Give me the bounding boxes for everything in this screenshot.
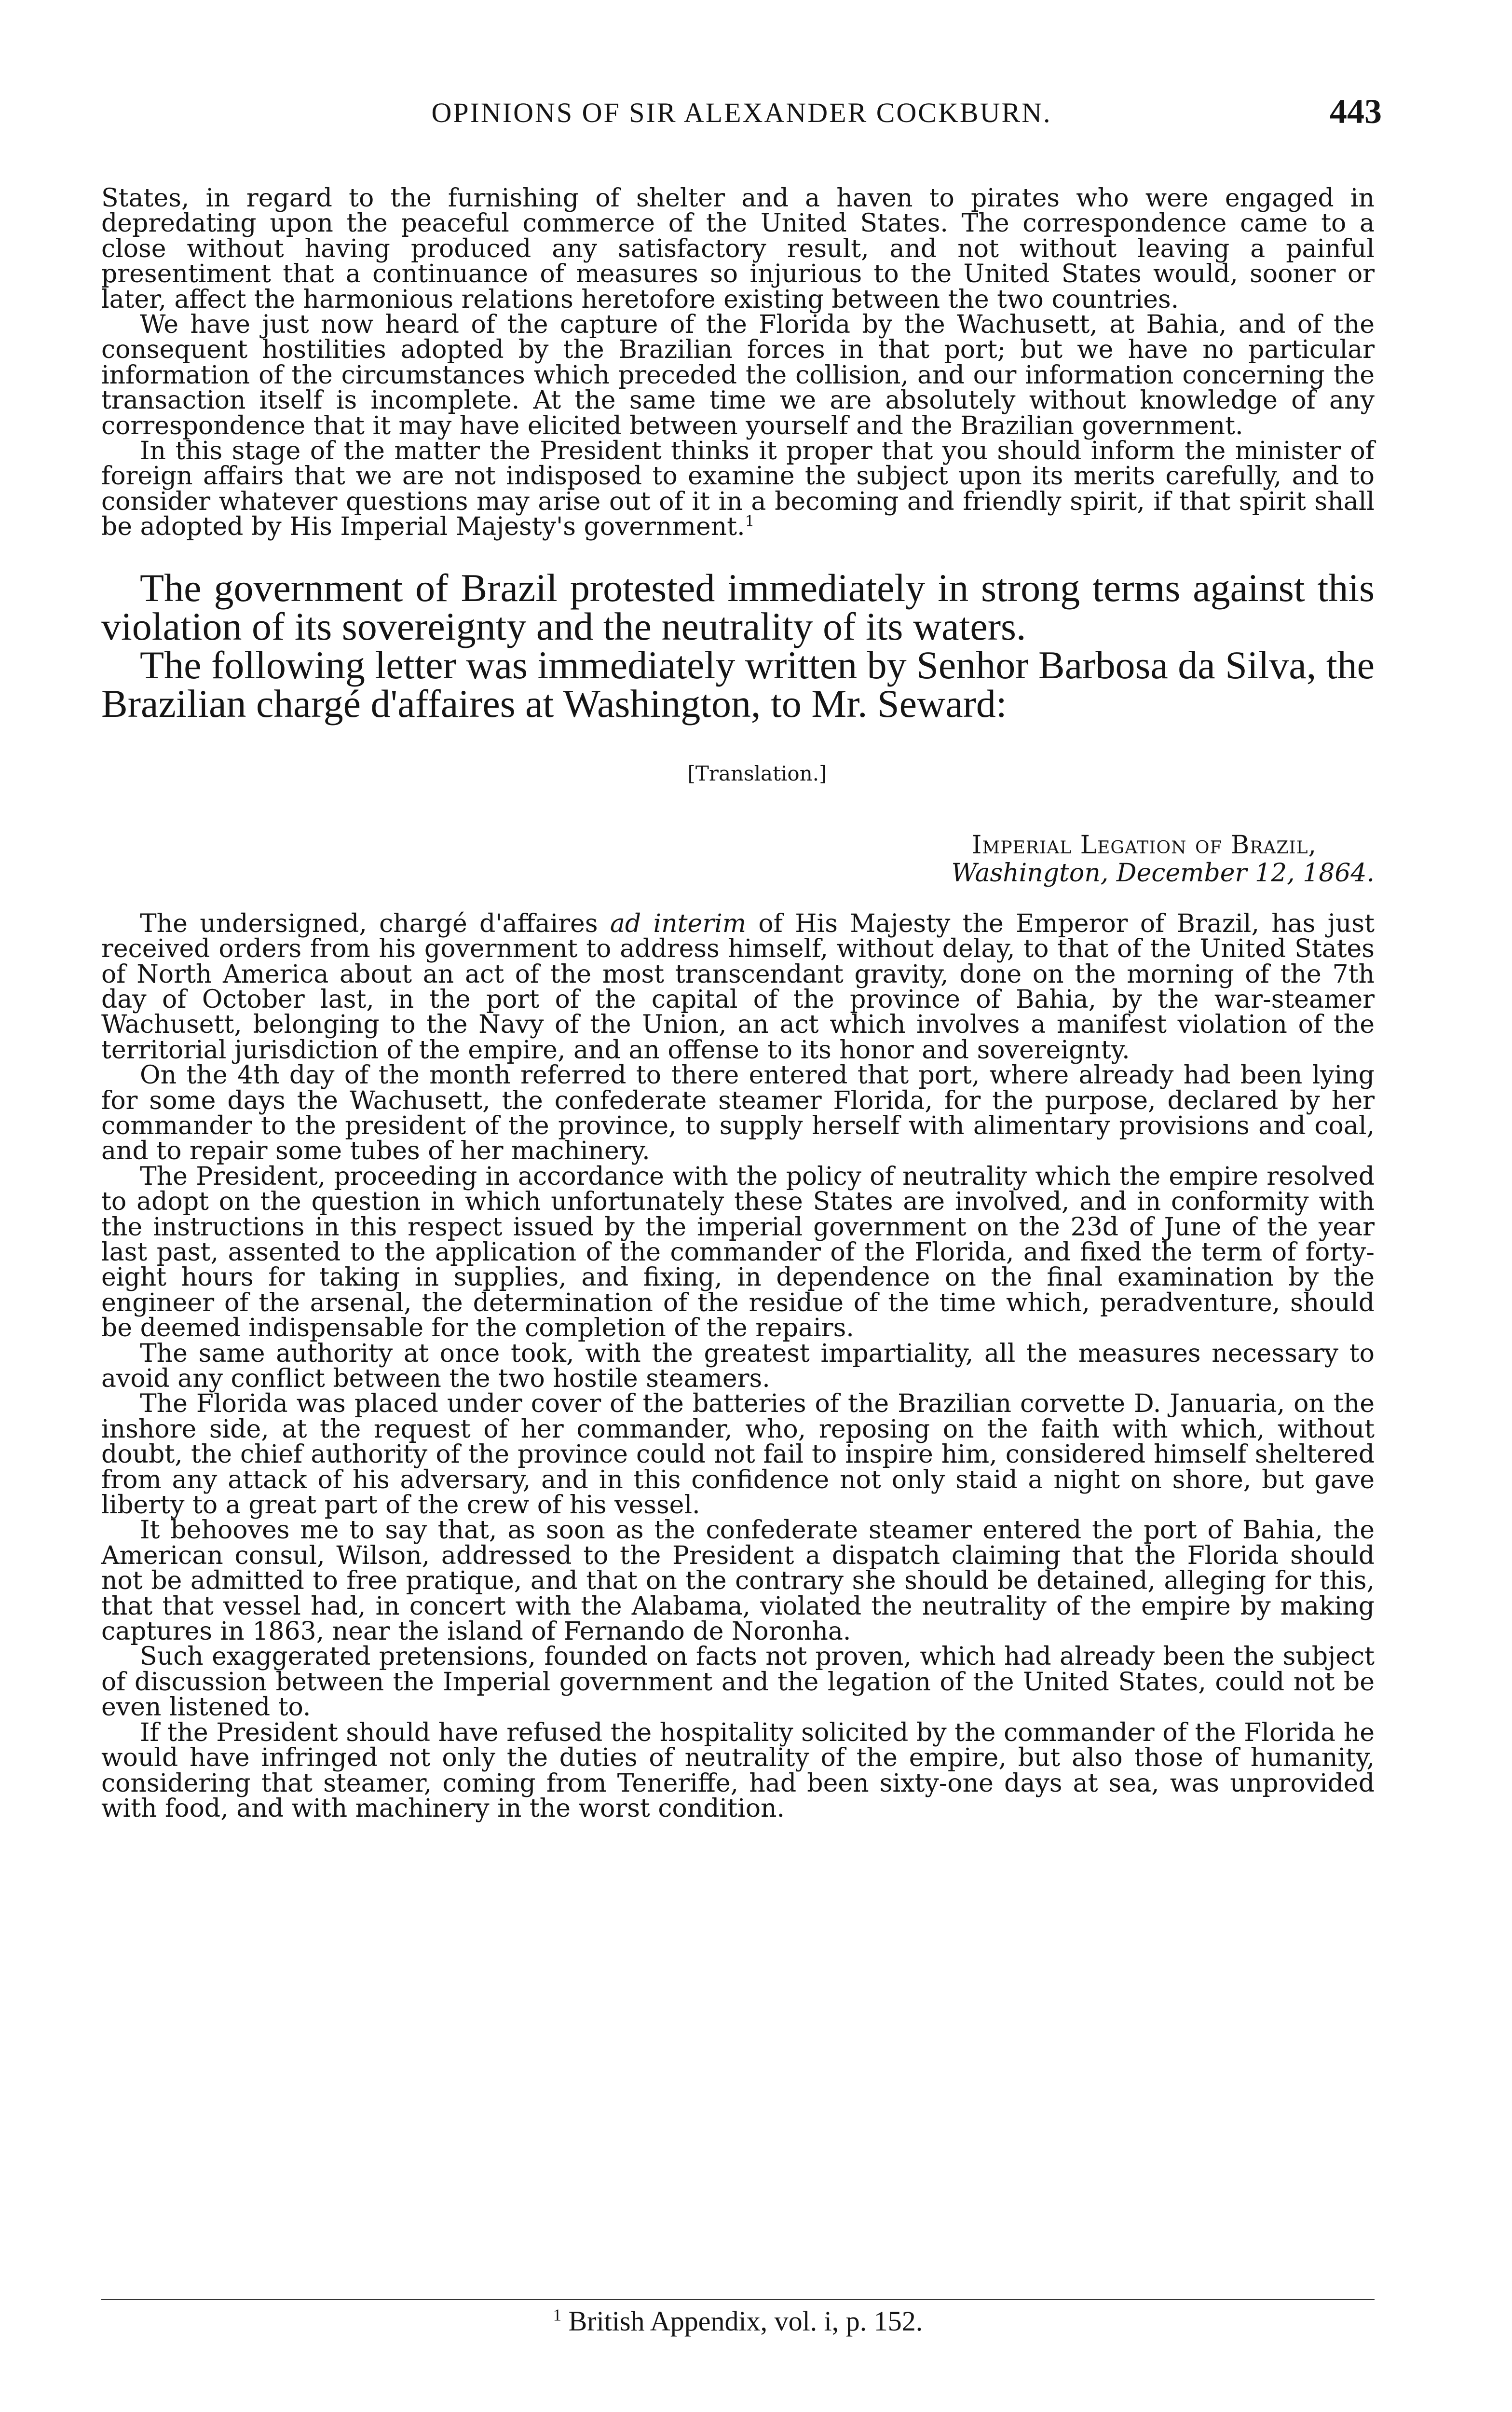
letter-paragraph: The same authority at once took, with the greatest impartiality, all the measures necessary to avoid any conflict between the two hostile steamers. bbox=[101, 1339, 1375, 1393]
footnote-divider bbox=[101, 2299, 1375, 2300]
body-paragraph: The government of Brazil protested immediately in strong terms against this violation of its sovereignty and the neutrality of its waters. bbox=[101, 565, 1375, 648]
quoted-paragraph-text: In this stage of the matter the President thinks it proper that you should inform the minister of foreign affairs that we are not indisposed to examine the subject upon its merits carefully, and to consider whatever questions may arise out of it in a becoming and friendly spirit, if that spirit shall be adopted by His Imperial Majesty's government. bbox=[101, 437, 1375, 542]
letter-text: The undersigned, chargé d'affaires bbox=[140, 909, 610, 938]
letter-paragraph: On the 4th day of the month referred to there entered that port, where already had been lying for some days the Wachusett, the confederate steamer Florida, for the purpose, declared by her commander to the president of the province, to supply herself with alimentary provisions and coal, and to repair some tubes of her machinery. bbox=[101, 1061, 1375, 1166]
page-header bbox=[101, 92, 1382, 135]
latin-phrase: ad interim bbox=[610, 909, 747, 938]
page-number: 443 bbox=[1330, 92, 1382, 131]
letter-body bbox=[101, 911, 1375, 1822]
letter-dateline: Washington, December 12, 1864. bbox=[951, 858, 1375, 888]
letter-paragraph: The Florida was placed under cover of the batteries of the Brazilian corvette D. Januaria, on the inshore side, at the request of her commander, who, reposing on the faith with which, without doubt, the chief authority of the province could not fail to inspire him, considered himself sheltered from any attack of his adversary, and in this confidence not only staid a night on shore, but gave liberty to a great part of the crew of his vessel. bbox=[101, 1389, 1375, 1520]
letter-paragraph: It behooves me to say that, as soon as the confederate steamer entered the port of Bahia, the American consul, Wilson, addressed to the President a dispatch claiming that the Florida should not be admitted to free pratique, and that on the contrary she should be detained, alleging for this, that that vessel had, in concert with the Alabama, violated the neutrality of the empire by making captures in 1863, near the island of Fernando de Noronha. bbox=[101, 1516, 1375, 1646]
letter-text: of His Majesty the Emperor of Brazil, has just received orders from his government to address himself, without delay, to that of the United States of North America about an act of the most transcendant gravity, done on the morning of the 7th day of October last, in the port of the capital of the province of Bahia, by the war-steamer Wachusett, belonging to the Navy of the Union, an act which involves a manifest violation of the territorial jurisdiction of the empire, and an offense to its honor and sovereignty. bbox=[101, 909, 1375, 1065]
running-title: OPINIONS OF SIR ALEXANDER COCKBURN. bbox=[431, 97, 1052, 128]
letter-sender: Imperial Legation of Brazil, bbox=[971, 830, 1317, 860]
footnote bbox=[101, 2305, 1375, 2337]
letter-paragraph: Such exaggerated pretensions, founded on facts not proven, which had already been the subject of discussion between the Imperial government and the legation of the United States, could not be even listened to. bbox=[101, 1642, 1375, 1722]
letter-heading bbox=[101, 831, 1375, 887]
quoted-paragraph: We have just now heard of the capture of the Florida by the Wachusett, at Bahia, and of the consequent hostilities adopted by the Brazilian forces in that port; but we have no particular information of the circumstances which preceded the collision, and our information concerning the transaction itself is incomplete. At the same time we are absolutely without knowledge of any correspondence that it may have elicited between yourself and the Brazilian government. bbox=[101, 310, 1375, 440]
translation-label: [Translation.] bbox=[687, 761, 827, 785]
quoted-paragraph: States, in regard to the furnishing of shelter and a haven to pirates who were engaged in depredating upon the peaceful commerce of the United States. The correspondence came to a close without having produced any satisfactory result, and not without leaving a painful presentiment that a continuance of measures so injurious to the United States would, sooner or later, affect the harmonious relations heretofore existing between the two countries. bbox=[101, 184, 1375, 314]
body-paragraph: The following letter was immediately written by Senhor Barbosa da Silva, the Brazilian chargé d'affaires at Washington, to Mr. Seward: bbox=[101, 643, 1375, 726]
footnote-text: British Appendix, vol. i, p. 152. bbox=[568, 2305, 923, 2337]
letter-paragraph bbox=[101, 911, 1375, 1063]
letter-paragraph: If the President should have refused the hospitality solicited by the commander of the Florida he would have infringed not only the duties of neutrality of the empire, but also those of humanity, considering that steamer, coming from Teneriffe, had been sixty-one days at sea, was unprovided with food, and with machinery in the worst condition. bbox=[101, 1718, 1375, 1823]
letter-paragraph: The President, proceeding in accordance with the policy of neutrality which the empire resolved to adopt on the question in which unfortunately these States are involved, and in conformity with the instructions in this respect issued by the imperial government on the 23d of June of the year last past, assented to the application of the commander of the Florida, and fixed the term of forty-eight hours for taking in supplies, and fixing, in dependence on the final examination by the engineer of the arsenal, the determination of the residue of the time which, peradventure, should be deemed indispensable for the completion of the repairs. bbox=[101, 1162, 1375, 1343]
footnote-reference: 1 bbox=[745, 512, 755, 530]
page-content bbox=[101, 186, 1375, 1821]
footnote-mark: 1 bbox=[553, 2305, 562, 2325]
quoted-paragraph bbox=[101, 439, 1375, 540]
